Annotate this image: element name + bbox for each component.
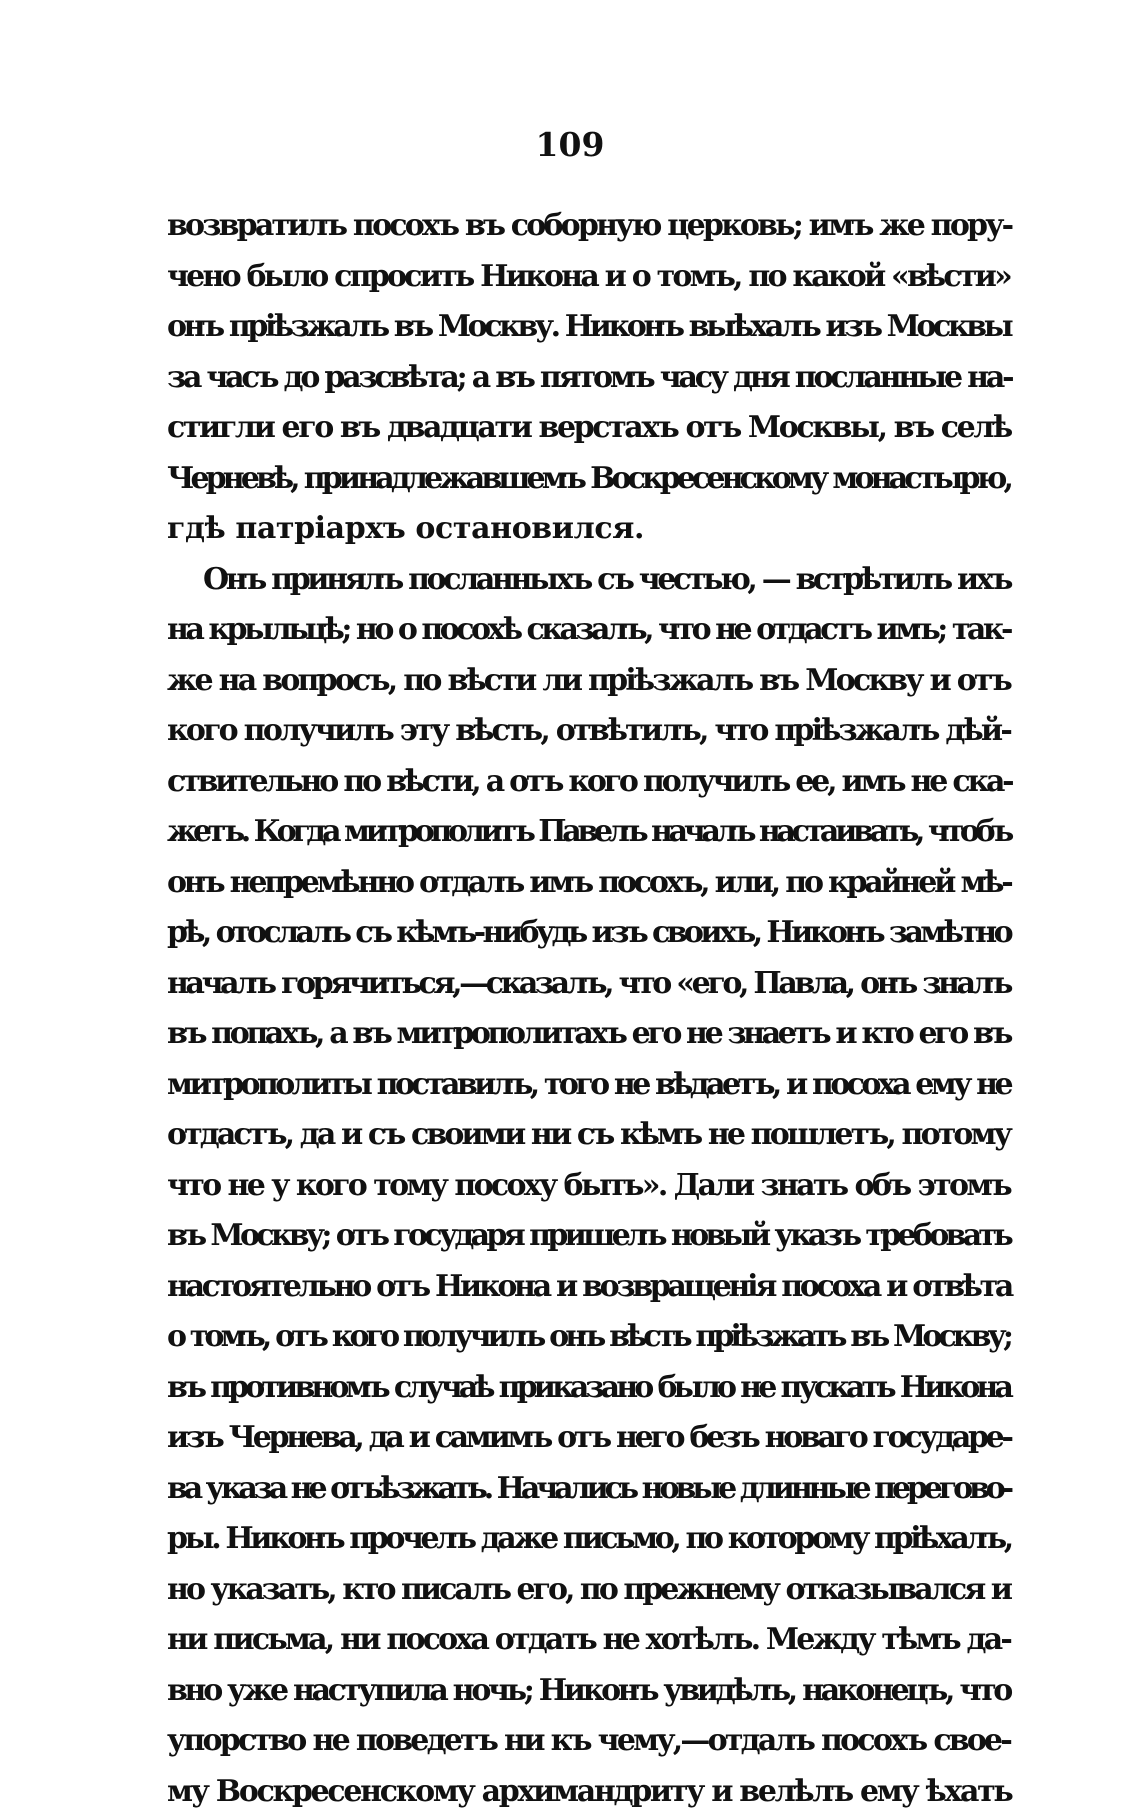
text-line: вно уже наступила ночь; Никонъ увидѣлъ, наконецъ, что: [167, 1666, 1010, 1717]
text-line: онъ прiѣзжалъ въ Москву. Никонъ выѣхалъ изъ Москвы: [167, 302, 1010, 353]
text-line: ры. Никонъ прочелъ даже письмо, по которому прiѣхалъ,: [167, 1514, 1010, 1565]
text-line: что не у кого тому посоху быть». Дали знать объ этомъ: [167, 1161, 1010, 1212]
text-line: гдѣ патрiархъ остановился.: [167, 504, 1010, 555]
text-line: кого получилъ эту вѣсть, отвѣтилъ, что прiѣзжалъ дѣй-: [167, 706, 1010, 757]
text-line: о томъ, отъ кого получилъ онъ вѣсть прiѣзжать въ Москву;: [167, 1312, 1010, 1363]
text-line: въ Москву; отъ государя пришелъ новый указъ требовать: [167, 1211, 1010, 1262]
text-line: рѣ, отослалъ съ кѣмъ-нибудь изъ своихъ, Никонъ замѣтно: [167, 908, 1010, 959]
text-line: въ попахъ, а въ митрополитахъ его не знаетъ и кто его въ: [167, 1009, 1010, 1060]
text-line: отдастъ, да и съ своими ни съ кѣмъ не пошлетъ, потому: [167, 1110, 1010, 1161]
text-line: изъ Чернева, да и самимъ отъ него безъ новаго государе-: [167, 1413, 1010, 1464]
page-number: 109: [0, 125, 1140, 165]
text-line: чено было спросить Никона и о томъ, по какой «вѣсти»: [167, 252, 1010, 303]
text-line: Черневѣ, принадлежавшемъ Воскресенскому монастырю,: [167, 454, 1010, 505]
text-line: митрополиты поставилъ, того не вѣдаетъ, и посоха ему не: [167, 1060, 1010, 1111]
text-line: му Воскресенскому архимандриту и велѣлъ ему ѣхать: [167, 1767, 1010, 1817]
text-line: упорство не поведетъ ни къ чему,—отдалъ посохъ свое-: [167, 1716, 1010, 1767]
body-text: [167, 201, 1010, 1817]
text-line: онъ непремѣнно отдалъ имъ посохъ, или, по крайней мѣ-: [167, 858, 1010, 909]
text-line: въ противномъ случаѣ приказано было не пускать Никона: [167, 1363, 1010, 1414]
text-line: возвратилъ посохъ въ соборную церковь; имъ же пору-: [167, 201, 1010, 252]
text-line: ствительно по вѣсти, а отъ кого получилъ ее, имъ не ска-: [167, 757, 1010, 808]
text-line: началъ горячиться,—сказалъ, что «его, Павла, онъ зналъ: [167, 959, 1010, 1010]
text-line: ни письма, ни посоха отдать не хотѣлъ. Между тѣмъ да-: [167, 1615, 1010, 1666]
text-line: за часъ до разсвѣта; а въ пятомъ часу дня посланные на-: [167, 353, 1010, 404]
text-line: на крыльцѣ; но о посохѣ сказалъ, что не отдастъ имъ; так-: [167, 605, 1010, 656]
text-line: но указать, кто писалъ его, по прежнему отказывался и: [167, 1565, 1010, 1616]
text-line: настоятельно отъ Никона и возвращенiя посоха и отвѣта: [167, 1262, 1010, 1313]
text-line: жетъ. Когда митрополитъ Павелъ началъ настаивать, чтобъ: [167, 807, 1010, 858]
text-line: же на вопросъ, по вѣсти ли прiѣзжалъ въ Москву и отъ: [167, 656, 1010, 707]
text-line: Онъ принялъ посланныхъ съ честью, — встрѣтилъ ихъ: [167, 555, 1010, 606]
text-line: стигли его въ двадцати верстахъ отъ Москвы, въ селѣ: [167, 403, 1010, 454]
text-line: ва указа не отъѣзжать. Начались новые длинные перегово-: [167, 1464, 1010, 1515]
